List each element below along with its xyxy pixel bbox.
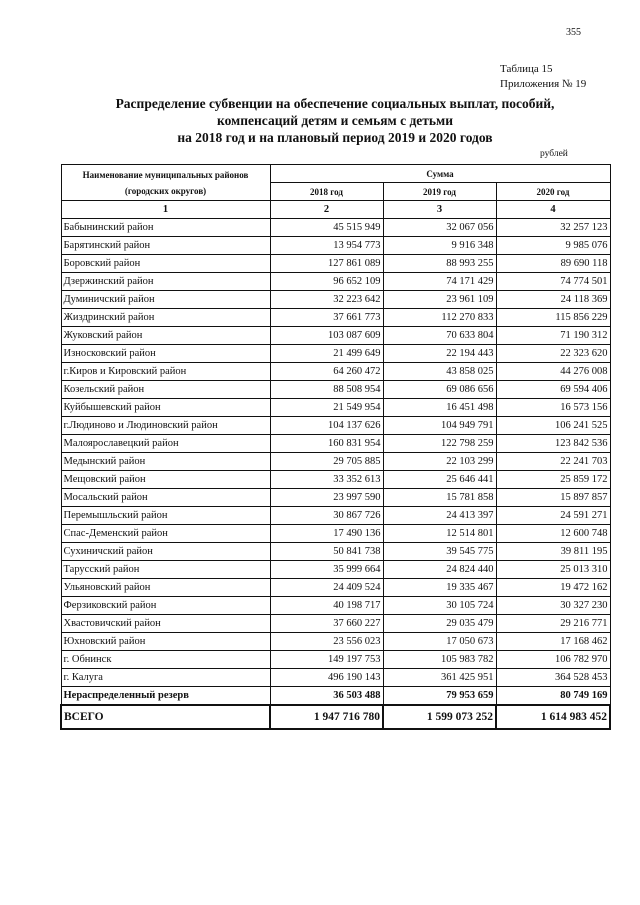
total-2018: 1 947 716 780 [270, 705, 383, 729]
district-name: Тарусский район [61, 561, 270, 579]
value-2019: 9 916 348 [383, 237, 496, 255]
value-2019: 104 949 791 [383, 417, 496, 435]
table-row [61, 381, 610, 399]
table-row [61, 633, 610, 651]
table-row [61, 471, 610, 489]
title-line-2: компенсаций детям и семьям с детьми [216, 113, 454, 128]
reserve-2020: 80 749 169 [496, 687, 610, 706]
table-row [61, 615, 610, 633]
value-2020: 69 594 406 [496, 381, 610, 399]
table-row [61, 543, 610, 561]
value-2020: 12 600 748 [496, 525, 610, 543]
value-2019: 43 858 025 [383, 363, 496, 381]
table-row [61, 453, 610, 471]
value-2018: 103 087 609 [270, 327, 383, 345]
value-2020: 115 856 229 [496, 309, 610, 327]
value-2018: 127 861 089 [270, 255, 383, 273]
value-2020: 29 216 771 [496, 615, 610, 633]
district-name: Думиничский район [61, 291, 270, 309]
table-row [61, 507, 610, 525]
total-row [61, 705, 610, 729]
value-2020: 30 327 230 [496, 597, 610, 615]
district-name: Куйбышевский район [61, 399, 270, 417]
district-name: Дзержинский район [61, 273, 270, 291]
header-name-column: Наименование муниципальных районов (городских округов) [61, 165, 270, 201]
value-2019: 112 270 833 [383, 309, 496, 327]
value-2019: 22 194 443 [383, 345, 496, 363]
value-2019: 25 646 441 [383, 471, 496, 489]
total-2020: 1 614 983 452 [496, 705, 610, 729]
district-name: Ферзиковский район [61, 597, 270, 615]
value-2018: 496 190 143 [270, 669, 383, 687]
table-row [61, 219, 610, 237]
value-2019: 24 413 397 [383, 507, 496, 525]
value-2018: 45 515 949 [270, 219, 383, 237]
value-2020: 24 591 271 [496, 507, 610, 525]
district-name: Бабынинский район [61, 219, 270, 237]
value-2018: 29 705 885 [270, 453, 383, 471]
value-2020: 9 985 076 [496, 237, 610, 255]
value-2018: 64 260 472 [270, 363, 383, 381]
page-number: 355 [566, 27, 581, 38]
district-name: Износковский район [61, 345, 270, 363]
value-2019: 105 983 782 [383, 651, 496, 669]
value-2020: 44 276 008 [496, 363, 610, 381]
table-row [61, 237, 610, 255]
table-row [61, 273, 610, 291]
table-row [61, 291, 610, 309]
header-2018: 2018 год [270, 183, 383, 201]
district-name: Хвастовичский район [61, 615, 270, 633]
value-2020: 16 573 156 [496, 399, 610, 417]
district-name: Малоярославецкий район [61, 435, 270, 453]
value-2019: 30 105 724 [383, 597, 496, 615]
district-name: Медынский район [61, 453, 270, 471]
value-2019: 88 993 255 [383, 255, 496, 273]
district-name: Жиздринский район [61, 309, 270, 327]
value-2019: 74 171 429 [383, 273, 496, 291]
header-sum: Сумма [270, 165, 610, 183]
value-2020: 123 842 536 [496, 435, 610, 453]
table-row [61, 399, 610, 417]
district-name: Перемышльский район [61, 507, 270, 525]
value-2018: 149 197 753 [270, 651, 383, 669]
table-body [61, 219, 610, 730]
column-number-4: 4 [496, 201, 610, 219]
table-reference [500, 62, 586, 92]
value-2018: 96 652 109 [270, 273, 383, 291]
value-2020: 17 168 462 [496, 633, 610, 651]
value-2018: 24 409 524 [270, 579, 383, 597]
value-2019: 361 425 951 [383, 669, 496, 687]
table-row [61, 597, 610, 615]
table-row [61, 561, 610, 579]
value-2020: 71 190 312 [496, 327, 610, 345]
value-2020: 364 528 453 [496, 669, 610, 687]
column-number-2: 2 [270, 201, 383, 219]
district-name: Жуковский район [61, 327, 270, 345]
value-2019: 17 050 673 [383, 633, 496, 651]
column-number-3: 3 [383, 201, 496, 219]
units-label: рублей [540, 149, 568, 159]
header-2020: 2020 год [496, 183, 610, 201]
value-2020: 89 690 118 [496, 255, 610, 273]
value-2019: 32 067 056 [383, 219, 496, 237]
value-2020: 22 323 620 [496, 345, 610, 363]
value-2018: 23 997 590 [270, 489, 383, 507]
district-name: г.Киров и Кировский район [61, 363, 270, 381]
column-number-row [61, 201, 610, 219]
value-2018: 21 549 954 [270, 399, 383, 417]
value-2020: 15 897 857 [496, 489, 610, 507]
value-2020: 74 774 501 [496, 273, 610, 291]
value-2018: 13 954 773 [270, 237, 383, 255]
table-row [61, 345, 610, 363]
district-name: Мосальский район [61, 489, 270, 507]
total-2019: 1 599 073 252 [383, 705, 496, 729]
document-title [60, 95, 610, 146]
value-2019: 70 633 804 [383, 327, 496, 345]
district-name: Барятинский район [61, 237, 270, 255]
header-2019: 2019 год [383, 183, 496, 201]
value-2018: 40 198 717 [270, 597, 383, 615]
value-2018: 17 490 136 [270, 525, 383, 543]
reserve-2018: 36 503 488 [270, 687, 383, 706]
value-2019: 19 335 467 [383, 579, 496, 597]
value-2020: 106 782 970 [496, 651, 610, 669]
value-2020: 24 118 369 [496, 291, 610, 309]
table-row [61, 363, 610, 381]
district-name: Ульяновский район [61, 579, 270, 597]
subvention-table [60, 164, 611, 730]
value-2019: 15 781 858 [383, 489, 496, 507]
table-row [61, 327, 610, 345]
value-2018: 30 867 726 [270, 507, 383, 525]
table-row [61, 309, 610, 327]
value-2018: 37 661 773 [270, 309, 383, 327]
column-number-1: 1 [61, 201, 270, 219]
value-2020: 39 811 195 [496, 543, 610, 561]
title-line-1: Распределение субвенции на обеспечение социальных выплат, пособий, [115, 96, 555, 111]
value-2019: 24 824 440 [383, 561, 496, 579]
value-2018: 32 223 642 [270, 291, 383, 309]
value-2018: 37 660 227 [270, 615, 383, 633]
value-2019: 39 545 775 [383, 543, 496, 561]
value-2018: 160 831 954 [270, 435, 383, 453]
title-line-3: на 2018 год и на плановый период 2019 и 2020 годов [177, 130, 493, 145]
district-name: Спас-Деменский район [61, 525, 270, 543]
reserve-2019: 79 953 659 [383, 687, 496, 706]
district-name: Мещовский район [61, 471, 270, 489]
value-2020: 106 241 525 [496, 417, 610, 435]
reserve-name: Нераспределенный резерв [61, 687, 270, 706]
table-row [61, 651, 610, 669]
district-name: г. Калуга [61, 669, 270, 687]
table-row [61, 255, 610, 273]
value-2020: 25 013 310 [496, 561, 610, 579]
value-2019: 122 798 259 [383, 435, 496, 453]
value-2019: 22 103 299 [383, 453, 496, 471]
value-2020: 22 241 703 [496, 453, 610, 471]
value-2020: 19 472 162 [496, 579, 610, 597]
table-row [61, 525, 610, 543]
value-2020: 25 859 172 [496, 471, 610, 489]
table-row [61, 417, 610, 435]
district-name: Боровский район [61, 255, 270, 273]
value-2019: 69 086 656 [383, 381, 496, 399]
district-name: г. Обнинск [61, 651, 270, 669]
value-2018: 88 508 954 [270, 381, 383, 399]
value-2018: 33 352 613 [270, 471, 383, 489]
table-row [61, 669, 610, 687]
value-2018: 104 137 626 [270, 417, 383, 435]
value-2019: 23 961 109 [383, 291, 496, 309]
value-2018: 21 499 649 [270, 345, 383, 363]
district-name: Сухиничский район [61, 543, 270, 561]
table-ref-line-2: Приложения № 19 [500, 78, 587, 90]
reserve-row [61, 687, 610, 706]
value-2018: 23 556 023 [270, 633, 383, 651]
table-row [61, 489, 610, 507]
district-name: Козельский район [61, 381, 270, 399]
district-name: г.Людиново и Людиновский район [61, 417, 270, 435]
value-2019: 29 035 479 [383, 615, 496, 633]
total-name: ВСЕГО [61, 705, 270, 729]
district-name: Юхновский район [61, 633, 270, 651]
value-2018: 35 999 664 [270, 561, 383, 579]
value-2019: 12 514 801 [383, 525, 496, 543]
value-2019: 16 451 498 [383, 399, 496, 417]
value-2020: 32 257 123 [496, 219, 610, 237]
table-row [61, 579, 610, 597]
value-2018: 50 841 738 [270, 543, 383, 561]
table-row [61, 435, 610, 453]
table-ref-line-1: Таблица 15 [500, 63, 553, 75]
